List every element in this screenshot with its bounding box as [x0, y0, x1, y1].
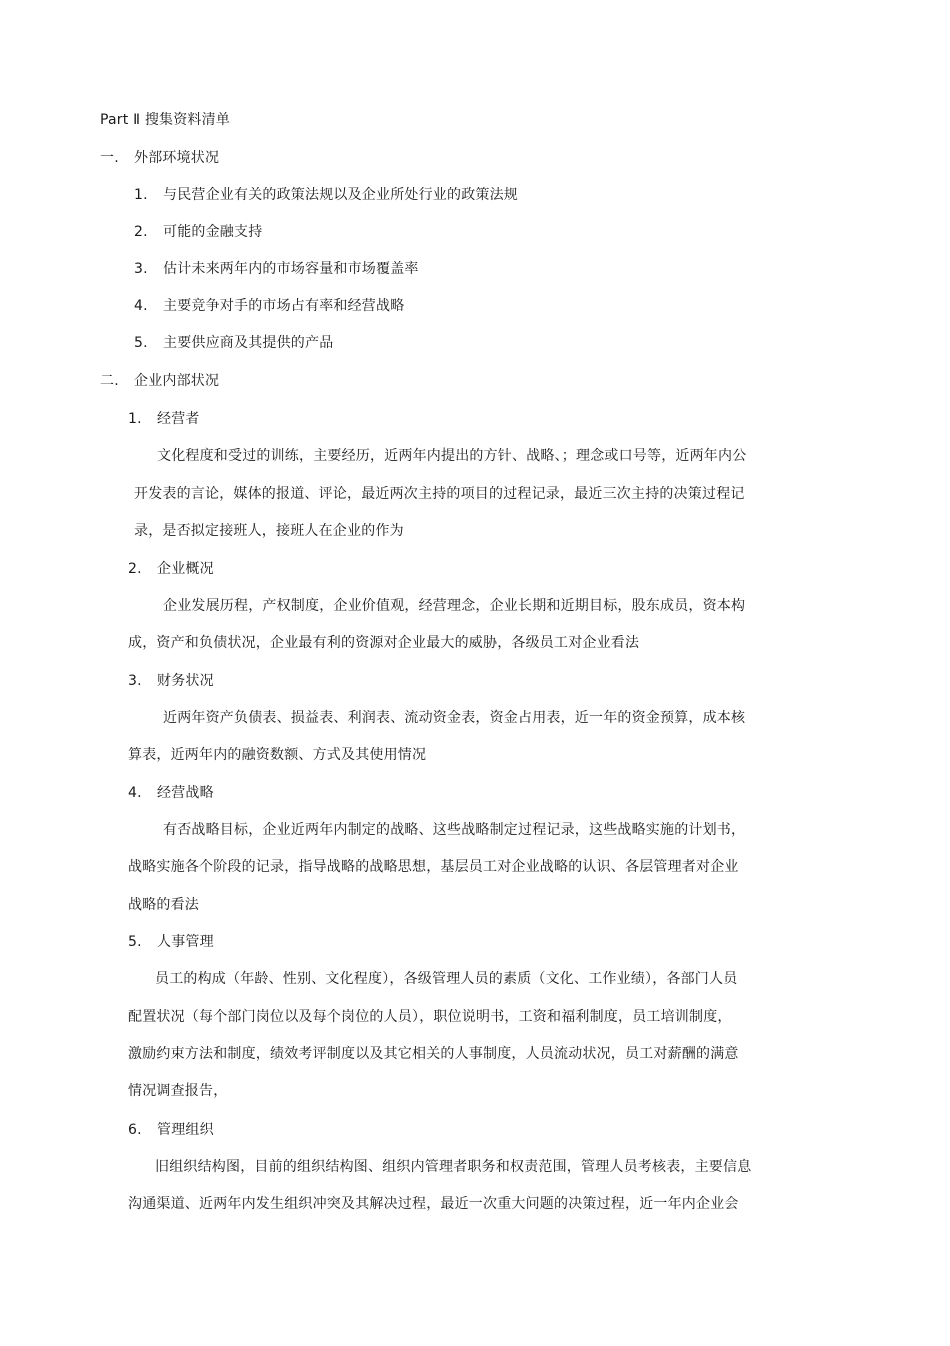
- section-2-heading: 企业内部状况: [134, 373, 220, 389]
- subsection-number: 4.: [128, 785, 142, 801]
- list-item-number: 4.: [134, 298, 148, 314]
- subsection-number: 2.: [128, 561, 142, 577]
- subsection-heading: 人事管理: [157, 934, 214, 950]
- paragraph-line: 战略的看法: [128, 897, 199, 913]
- paragraph-line: 文化程度和受过的训练，主要经历，近两年内提出的方针、战略、；理念或口号等，近两年内公: [157, 448, 747, 464]
- paragraph-line: 激励约束方法和制度，绩效考评制度以及其它相关的人事制度，人员流动状况，员工对薪酬的满意: [128, 1046, 739, 1062]
- section-1-heading: 外部环境状况: [134, 150, 220, 166]
- subsection-heading: 财务状况: [157, 673, 214, 689]
- document-title: Part Ⅱ 搜集资料清单: [100, 112, 231, 128]
- section-1-marker: 一.: [100, 150, 119, 166]
- list-item-number: 2.: [134, 224, 148, 240]
- paragraph-line: 旧组织结构图，目前的组织结构图、组织内管理者职务和权责范围，管理人员考核表，主要信息: [155, 1159, 752, 1175]
- paragraph-line: 成，资产和负债状况，企业最有利的资源对企业最大的威胁，各级员工对企业看法: [128, 635, 640, 651]
- paragraph-line: 企业发展历程，产权制度，企业价值观，经营理念，企业长期和近期目标，股东成员，资本构: [163, 598, 746, 614]
- list-item-number: 3.: [134, 261, 148, 277]
- paragraph-line: 录，是否拟定接班人，接班人在企业的作为: [134, 523, 404, 539]
- subsection-number: 6.: [128, 1122, 142, 1138]
- list-item: 估计未来两年内的市场容量和市场覆盖率: [163, 261, 419, 277]
- subsection-heading: 管理组织: [157, 1122, 214, 1138]
- paragraph-line: 员工的构成（年龄、性别、文化程度），各级管理人员的素质（文化、工作业绩），各部门人员: [155, 971, 738, 987]
- list-item: 主要竞争对手的市场占有率和经营战略: [163, 298, 405, 314]
- subsection-number: 3.: [128, 673, 142, 689]
- subsection-number: 1.: [128, 411, 142, 427]
- list-item-number: 1.: [134, 187, 148, 203]
- paragraph-line: 战略实施各个阶段的记录，指导战略的战略思想，基层员工对企业战略的认识、各层管理者对企业: [128, 859, 739, 875]
- subsection-heading: 企业概况: [157, 561, 214, 577]
- paragraph-line: 沟通渠道、近两年内发生组织冲突及其解决过程，最近一次重大问题的决策过程，近一年内企业会: [128, 1196, 739, 1212]
- section-2-marker: 二.: [100, 373, 119, 389]
- paragraph-line: 配置状况（每个部门岗位以及每个岗位的人员），职位说明书，工资和福利制度，员工培训制度，: [128, 1009, 732, 1025]
- paragraph-line: 算表，近两年内的融资数额、方式及其使用情况: [128, 747, 427, 763]
- paragraph-line: 情况调查报告，: [128, 1083, 228, 1099]
- list-item: 与民营企业有关的政策法规以及企业所处行业的政策法规: [163, 187, 518, 203]
- list-item: 可能的金融支持: [163, 224, 263, 240]
- paragraph-line: 近两年资产负债表、损益表、利润表、流动资金表，资金占用表，近一年的资金预算，成本核: [163, 710, 746, 726]
- list-item: 主要供应商及其提供的产品: [163, 335, 334, 351]
- paragraph-line: 有否战略目标，企业近两年内制定的战略、这些战略制定过程记录，这些战略实施的计划书，: [163, 822, 746, 838]
- list-item-number: 5.: [134, 335, 148, 351]
- paragraph-line: 开发表的言论，媒体的报道、评论，最近两次主持的项目的过程记录，最近三次主持的决策过程记: [134, 486, 745, 502]
- subsection-number: 5.: [128, 934, 142, 950]
- subsection-heading: 经营战略: [157, 785, 214, 801]
- subsection-heading: 经营者: [157, 411, 200, 427]
